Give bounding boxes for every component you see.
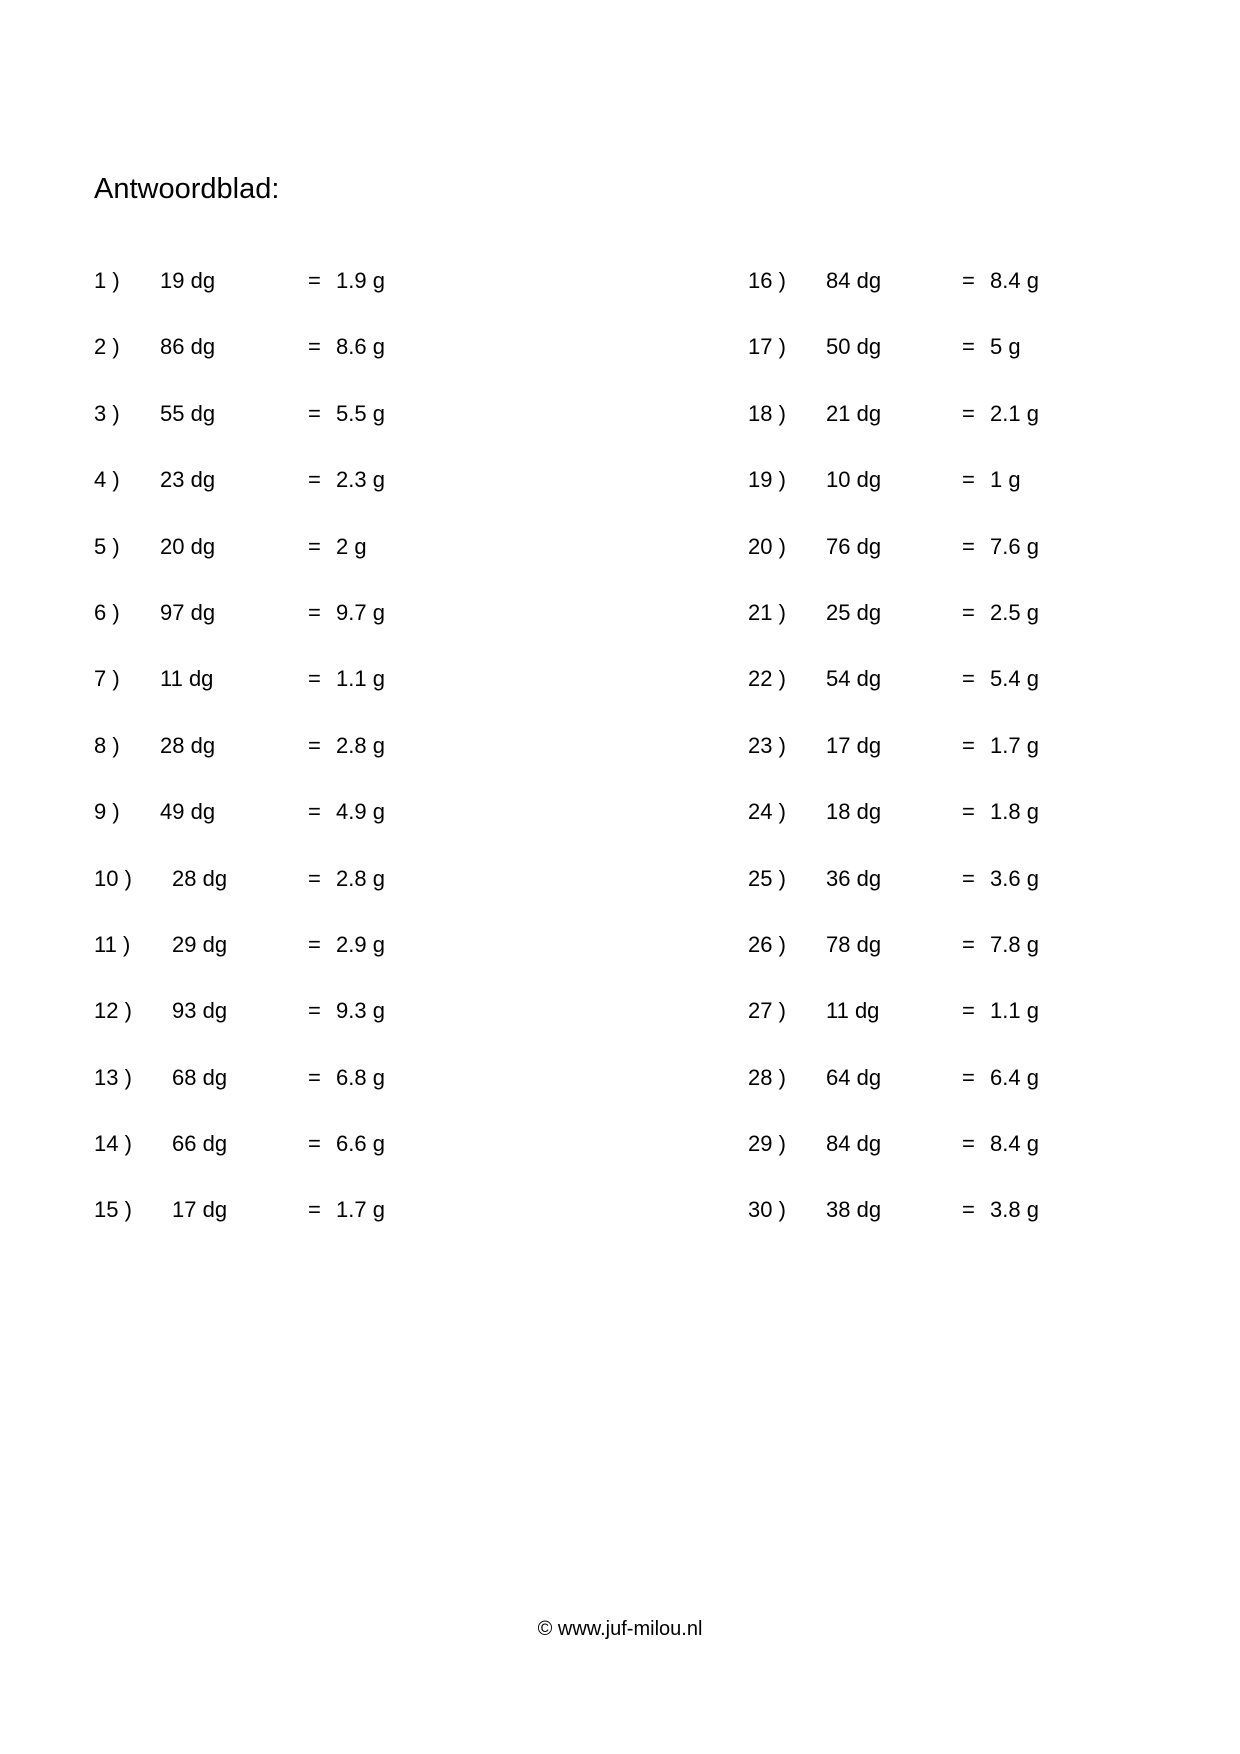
answer-list-left <box>94 258 614 1254</box>
item-number: 26 ) <box>748 931 786 957</box>
item-answer: 1.7 g <box>990 732 1039 758</box>
item-question: 19 dg <box>160 268 216 293</box>
answer-row <box>748 922 1240 988</box>
item-answer: 1.1 g <box>990 998 1039 1024</box>
answer-row <box>748 258 1240 324</box>
answer-row <box>94 856 614 922</box>
item-question: 28 dg <box>172 865 228 891</box>
item-number: 29 ) <box>748 1131 786 1157</box>
item-question: 84 dg <box>826 1131 882 1157</box>
item-number: 24 ) <box>748 799 786 825</box>
item-answer: 6.8 g <box>336 1064 385 1090</box>
item-answer: 2 g <box>336 533 367 559</box>
equals-sign: = <box>308 467 321 493</box>
equals-sign: = <box>962 1131 975 1157</box>
item-answer: 2.8 g <box>336 865 385 891</box>
answer-row <box>748 457 1240 523</box>
item-question: 38 dg <box>826 1197 882 1223</box>
item-number: 28 ) <box>748 1064 786 1090</box>
answer-row <box>94 391 614 457</box>
answer-row <box>94 590 614 656</box>
equals-sign: = <box>308 931 321 957</box>
item-answer: 1.9 g <box>336 268 385 293</box>
item-number: 21 ) <box>748 599 786 625</box>
equals-sign: = <box>308 334 321 360</box>
item-number: 30 ) <box>748 1197 786 1223</box>
item-number: 11 ) <box>94 931 131 957</box>
item-number: 20 ) <box>748 533 786 559</box>
item-question: 10 dg <box>826 467 882 493</box>
equals-sign: = <box>308 268 321 293</box>
item-question: 84 dg <box>826 268 882 293</box>
item-answer: 2.1 g <box>990 400 1039 426</box>
item-answer: 2.8 g <box>336 732 385 758</box>
item-question: 50 dg <box>826 334 882 360</box>
item-number: 6 ) <box>94 599 120 625</box>
item-answer: 6.4 g <box>990 1064 1039 1090</box>
equals-sign: = <box>962 799 975 825</box>
equals-sign: = <box>308 400 321 426</box>
item-question: 86 dg <box>160 334 216 360</box>
item-answer: 5 g <box>990 334 1021 360</box>
item-number: 12 ) <box>94 998 132 1024</box>
item-answer: 2.9 g <box>336 931 385 957</box>
answer-row <box>94 1121 614 1187</box>
item-number: 18 ) <box>748 400 786 426</box>
item-question: 28 dg <box>160 732 216 758</box>
item-question: 49 dg <box>160 799 216 825</box>
item-number: 23 ) <box>748 732 786 758</box>
item-number: 25 ) <box>748 865 786 891</box>
equals-sign: = <box>962 998 975 1024</box>
answer-row <box>748 789 1240 855</box>
equals-sign: = <box>308 666 321 692</box>
equals-sign: = <box>962 467 975 493</box>
equals-sign: = <box>962 400 975 426</box>
item-answer: 9.7 g <box>336 599 385 625</box>
item-number: 8 ) <box>94 732 120 758</box>
item-number: 10 ) <box>94 865 132 891</box>
item-answer: 1.7 g <box>336 1197 385 1223</box>
item-answer: 3.8 g <box>990 1197 1039 1223</box>
equals-sign: = <box>962 1064 975 1090</box>
item-question: 68 dg <box>172 1064 228 1090</box>
equals-sign: = <box>962 533 975 559</box>
item-question: 18 dg <box>826 799 882 825</box>
item-question: 64 dg <box>826 1064 882 1090</box>
answer-row <box>748 1187 1240 1253</box>
equals-sign: = <box>962 865 975 891</box>
item-question: 25 dg <box>826 599 882 625</box>
equals-sign: = <box>962 1197 975 1223</box>
item-answer: 5.5 g <box>336 400 385 426</box>
item-answer: 5.4 g <box>990 666 1039 692</box>
equals-sign: = <box>308 1064 321 1090</box>
item-answer: 3.6 g <box>990 865 1039 891</box>
item-number: 2 ) <box>94 334 120 360</box>
item-number: 5 ) <box>94 533 120 559</box>
equals-sign: = <box>308 1197 321 1223</box>
item-answer: 6.6 g <box>336 1131 385 1157</box>
equals-sign: = <box>308 998 321 1024</box>
item-question: 11 dg <box>826 998 880 1024</box>
equals-sign: = <box>962 334 975 360</box>
answer-row <box>94 1055 614 1121</box>
answer-row <box>748 856 1240 922</box>
item-number: 4 ) <box>94 467 120 493</box>
item-question: 76 dg <box>826 533 882 559</box>
equals-sign: = <box>962 599 975 625</box>
item-answer: 1.1 g <box>336 666 385 692</box>
item-question: 36 dg <box>826 865 882 891</box>
page-title: Antwoordblad: <box>94 173 280 205</box>
item-answer: 9.3 g <box>336 998 385 1024</box>
item-answer: 7.8 g <box>990 931 1039 957</box>
answer-row <box>94 723 614 789</box>
item-number: 7 ) <box>94 666 120 692</box>
equals-sign: = <box>308 865 321 891</box>
answer-row <box>94 789 614 855</box>
item-question: 66 dg <box>172 1131 228 1157</box>
answer-row <box>748 324 1240 390</box>
item-question: 29 dg <box>172 931 228 957</box>
item-answer: 1 g <box>990 467 1021 493</box>
equals-sign: = <box>962 268 975 293</box>
equals-sign: = <box>308 599 321 625</box>
item-answer: 2.3 g <box>336 467 385 493</box>
answer-row <box>748 391 1240 457</box>
copyright-footer: © www.juf-milou.nl <box>537 1618 703 1640</box>
item-number: 1 ) <box>94 268 120 293</box>
answer-row <box>748 988 1240 1054</box>
answer-row <box>94 922 614 988</box>
answer-row <box>748 1055 1240 1121</box>
item-answer: 1.8 g <box>990 799 1039 825</box>
equals-sign: = <box>962 732 975 758</box>
equals-sign: = <box>962 666 975 692</box>
equals-sign: = <box>308 799 321 825</box>
answer-row <box>748 656 1240 722</box>
item-number: 16 ) <box>748 268 786 293</box>
equals-sign: = <box>308 1131 321 1157</box>
answer-row <box>94 457 614 523</box>
item-question: 54 dg <box>826 666 882 692</box>
item-answer: 7.6 g <box>990 533 1039 559</box>
item-answer: 4.9 g <box>336 799 385 825</box>
item-question: 11 dg <box>160 666 214 692</box>
item-question: 20 dg <box>160 533 216 559</box>
answer-row <box>94 656 614 722</box>
item-question: 21 dg <box>826 400 882 426</box>
answer-row <box>748 590 1240 656</box>
answer-row <box>94 988 614 1054</box>
item-number: 13 ) <box>94 1064 132 1090</box>
item-question: 97 dg <box>160 599 216 625</box>
item-number: 22 ) <box>748 666 786 692</box>
item-answer: 2.5 g <box>990 599 1039 625</box>
answer-row <box>748 723 1240 789</box>
item-number: 3 ) <box>94 400 120 426</box>
equals-sign: = <box>308 732 321 758</box>
answer-row <box>94 1187 614 1253</box>
item-question: 23 dg <box>160 467 216 493</box>
item-answer: 8.4 g <box>990 1131 1039 1157</box>
item-number: 14 ) <box>94 1131 132 1157</box>
item-number: 15 ) <box>94 1197 132 1223</box>
answer-row <box>94 324 614 390</box>
answer-row <box>94 524 614 590</box>
item-question: 55 dg <box>160 400 216 426</box>
answer-row <box>748 1121 1240 1187</box>
answer-row <box>748 524 1240 590</box>
item-question: 93 dg <box>172 998 228 1024</box>
item-question: 78 dg <box>826 931 882 957</box>
item-question: 17 dg <box>172 1197 228 1223</box>
answer-row <box>94 258 614 324</box>
item-question: 17 dg <box>826 732 882 758</box>
item-number: 9 ) <box>94 799 120 825</box>
item-number: 27 ) <box>748 998 786 1024</box>
item-number: 17 ) <box>748 334 786 360</box>
item-answer: 8.6 g <box>336 334 385 360</box>
item-number: 19 ) <box>748 467 786 493</box>
item-answer: 8.4 g <box>990 268 1039 293</box>
answer-list-right <box>748 258 1240 1254</box>
equals-sign: = <box>308 533 321 559</box>
equals-sign: = <box>962 931 975 957</box>
